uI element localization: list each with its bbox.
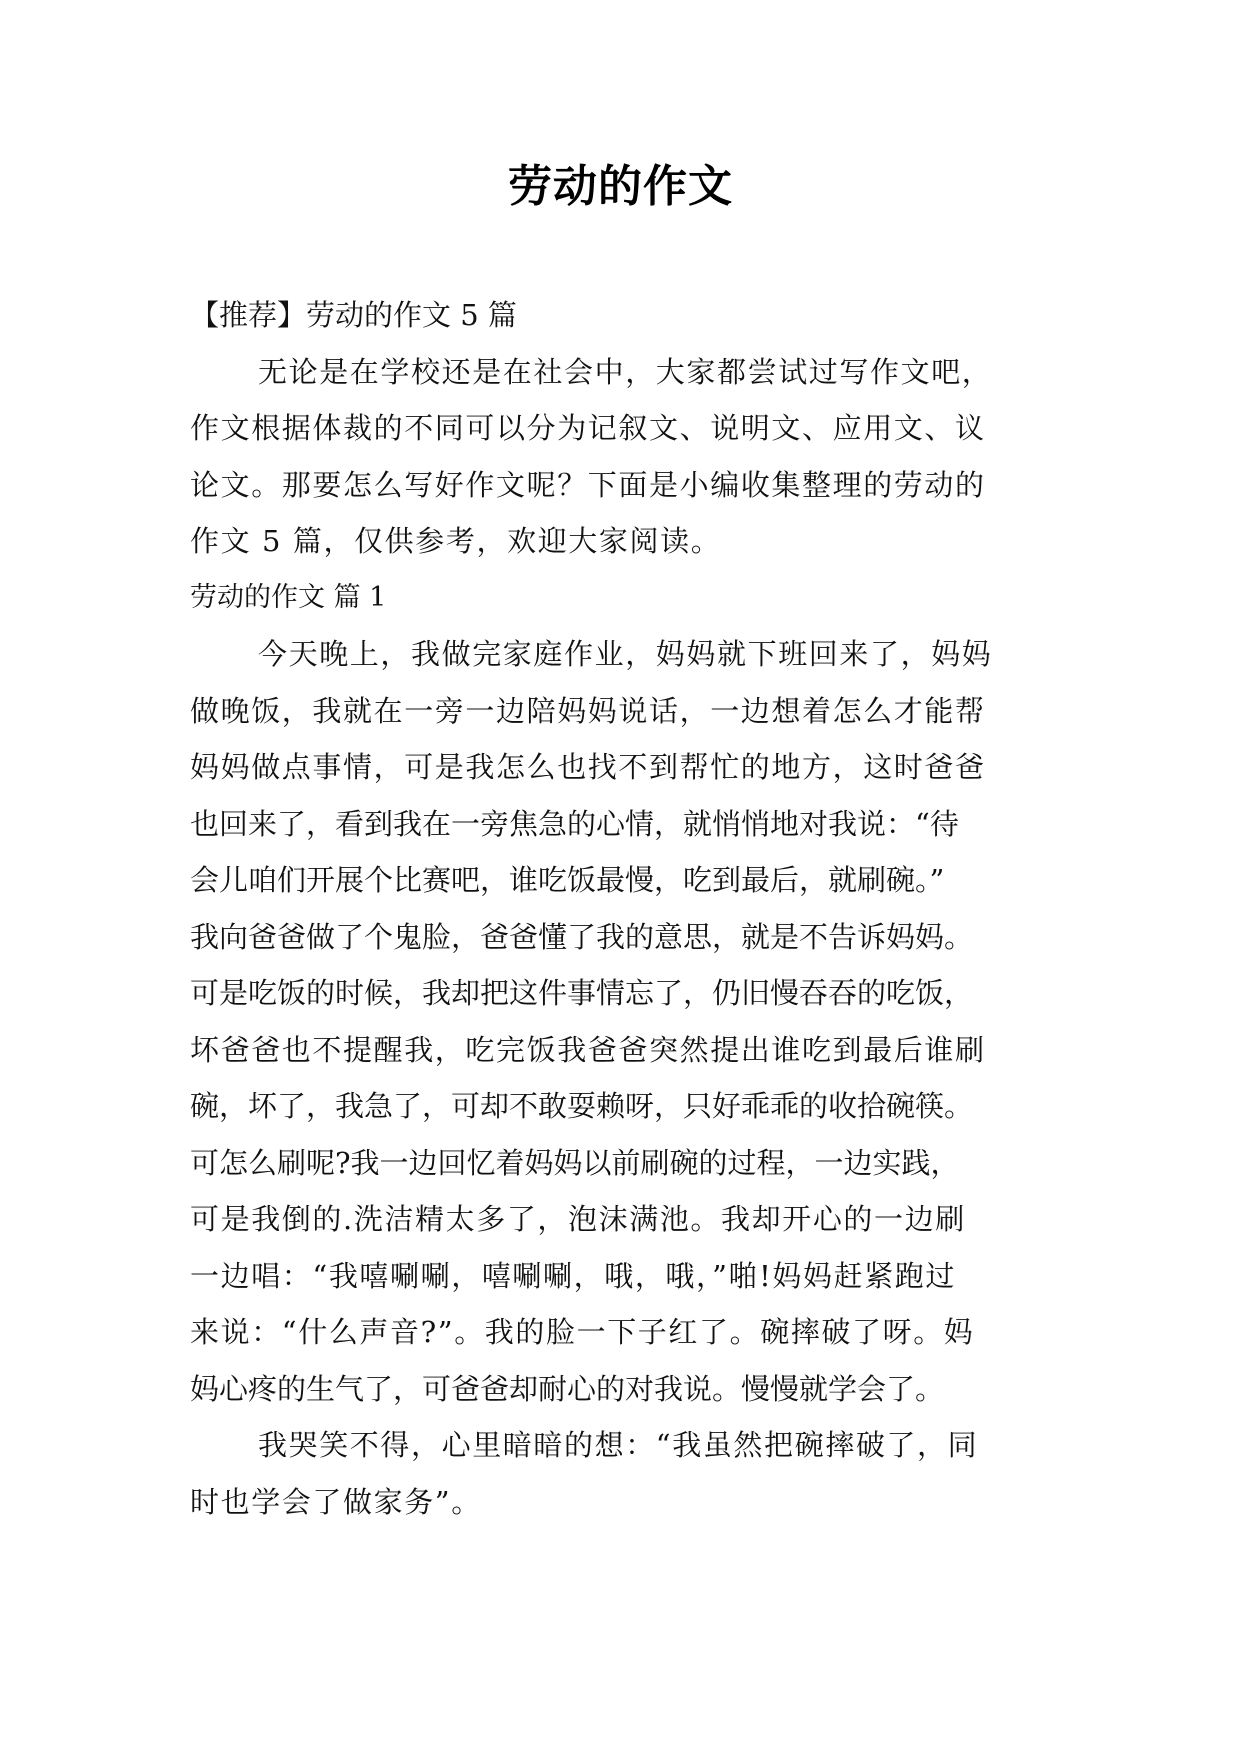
paragraph-line: 妈妈做点事情，可是我怎么也找不到帮忙的地方，这时爸爸 (190, 750, 986, 784)
subtitle-line: 【推荐】劳动的作文 5 篇 (190, 298, 517, 332)
document-title: 劳动的作文 (508, 161, 733, 212)
paragraph-line: 今天晚上，我做完家庭作业，妈妈就下班回来了，妈妈 (258, 637, 993, 671)
paragraph-line: 我哭笑不得，心里暗暗的想：“我虽然把碗摔破了，同 (258, 1428, 979, 1462)
intro-line: 作文 5 篇，仅供参考，欢迎大家阅读。 (190, 524, 722, 558)
paragraph-line: 来说：“什么声音?”。我的脸一下子红了。碗摔破了呀。妈 (190, 1315, 975, 1349)
paragraph-line: 会儿咱们开展个比赛吧，谁吃饭最慢，吃到最后，就刷碗。” (190, 863, 945, 897)
paragraph-line: 坏爸爸也不提醒我，吃完饭我爸爸突然提出谁吃到最后谁刷 (190, 1032, 986, 1067)
paragraph-line: 可是我倒的.洗洁精太多了，泡沫满池。我却开心的一边刷 (190, 1202, 966, 1236)
intro-paragraph (190, 344, 1070, 570)
intro-line: 论文。那要怎么写好作文呢？下面是小编收集整理的劳动的 (190, 467, 986, 502)
paragraph-line: 可怎么刷呢?我一边回忆着妈妈以前刷碗的过程，一边实践， (190, 1145, 960, 1180)
paragraph-line: 可是吃饭的时候，我却把这件事情忘了，仍旧慢吞吞的吃饭， (190, 976, 974, 1010)
paragraph-line: 碗，坏了，我急了，可却不敢耍赖呀，只好乖乖的收拾碗筷。 (190, 1089, 974, 1123)
essay-paragraph-2 (190, 1417, 1070, 1530)
section-heading: 劳动的作文 篇 1 (190, 581, 387, 613)
paragraph-line: 一边唱：“我嘻唰唰，嘻唰唰，哦，哦，”啪!妈妈赶紧跑过 (190, 1258, 957, 1293)
paragraph-line: 做晚饭，我就在一旁一边陪妈妈说话，一边想着怎么才能帮 (190, 693, 986, 728)
paragraph-line: 我向爸爸做了个鬼脸，爸爸懂了我的意思，就是不告诉妈妈。 (190, 919, 974, 954)
intro-line: 作文根据体裁的不同可以分为记叙文、说明文、应用文、议 (190, 411, 986, 445)
paragraph-line: 时也学会了做家务”。 (190, 1484, 482, 1519)
paragraph-line: 也回来了，看到我在一旁焦急的心情，就悄悄地对我说：“待 (190, 806, 959, 841)
document-body (190, 287, 1070, 1530)
essay-paragraph-1 (190, 626, 1070, 1417)
intro-line: 无论是在学校还是在社会中，大家都尝试过写作文吧， (258, 354, 993, 389)
paragraph-line: 妈心疼的生气了，可爸爸却耐心的对我说。慢慢就学会了。 (190, 1371, 945, 1406)
